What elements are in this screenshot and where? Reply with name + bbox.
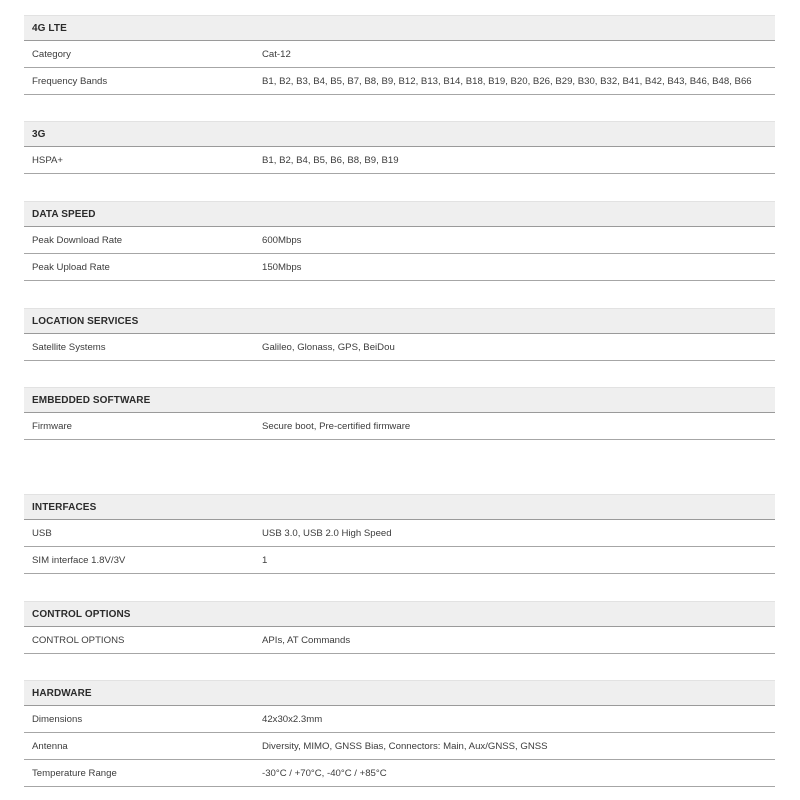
- spec-row: [24, 733, 775, 760]
- spec-value: -30°C / +70°C, -40°C / +85°C: [262, 767, 387, 779]
- section-header: 3G: [24, 121, 775, 147]
- spec-value: APIs, AT Commands: [262, 634, 351, 646]
- section-header: 4G LTE: [24, 15, 775, 41]
- spec-row: [24, 227, 775, 254]
- spec-value: Cat-12: [262, 48, 291, 60]
- spec-label: Peak Upload Rate: [32, 261, 110, 273]
- spec-row: [24, 627, 775, 654]
- spec-label: USB: [32, 527, 52, 539]
- spec-value: B1, B2, B4, B5, B6, B8, B9, B19: [262, 154, 399, 166]
- spec-row: [24, 760, 775, 787]
- section-header: INTERFACES: [24, 494, 775, 520]
- section-header: LOCATION SERVICES: [24, 308, 775, 334]
- spec-label: SIM interface 1.8V/3V: [32, 554, 126, 566]
- spec-value: Secure boot, Pre-certified firmware: [262, 420, 411, 432]
- spec-value: 1: [262, 554, 268, 566]
- spec-row: [24, 41, 775, 68]
- spec-label: Firmware: [32, 420, 72, 432]
- section-header: HARDWARE: [24, 680, 775, 706]
- spec-row: [24, 520, 775, 547]
- spec-label: Frequency Bands: [32, 75, 108, 87]
- section-3g: [24, 121, 775, 174]
- section-4g-lte: [24, 15, 775, 95]
- section-embedded-software: [24, 387, 775, 440]
- spec-row: [24, 547, 775, 574]
- section-interfaces: [24, 494, 775, 574]
- spec-label: Satellite Systems: [32, 341, 106, 353]
- spec-value: 150Mbps: [262, 261, 302, 273]
- spec-row: [24, 334, 775, 361]
- section-data-speed: [24, 201, 775, 281]
- spec-label: Antenna: [32, 740, 68, 752]
- spec-label: Temperature Range: [32, 767, 117, 779]
- section-control-options: [24, 601, 775, 654]
- section-hardware: [24, 680, 775, 787]
- section-header: CONTROL OPTIONS: [24, 601, 775, 627]
- spec-value: Galileo, Glonass, GPS, BeiDou: [262, 341, 395, 353]
- section-location-services: [24, 308, 775, 361]
- spec-row: [24, 68, 775, 95]
- section-header: DATA SPEED: [24, 201, 775, 227]
- spec-value: 42x30x2.3mm: [262, 713, 323, 725]
- section-header: EMBEDDED SOFTWARE: [24, 387, 775, 413]
- spec-label: Dimensions: [32, 713, 83, 725]
- spec-value: B1, B2, B3, B4, B5, B7, B8, B9, B12, B13, B14, B18, B19, B20, B26, B29, B30, B32, B41, B42, B43, B46, B48, B66: [262, 75, 752, 87]
- spec-label: Category: [32, 48, 71, 60]
- spec-value: USB 3.0, USB 2.0 High Speed: [262, 527, 392, 539]
- spec-row: [24, 254, 775, 281]
- spec-label: CONTROL OPTIONS: [32, 634, 125, 646]
- spec-label: Peak Download Rate: [32, 234, 123, 246]
- spec-row: [24, 147, 775, 174]
- spec-value: 600Mbps: [262, 234, 302, 246]
- spec-label: HSPA+: [32, 154, 64, 166]
- spec-row: [24, 706, 775, 733]
- spec-value: Diversity, MIMO, GNSS Bias, Connectors: Main, Aux/GNSS, GNSS: [262, 740, 548, 752]
- spec-row: [24, 413, 775, 440]
